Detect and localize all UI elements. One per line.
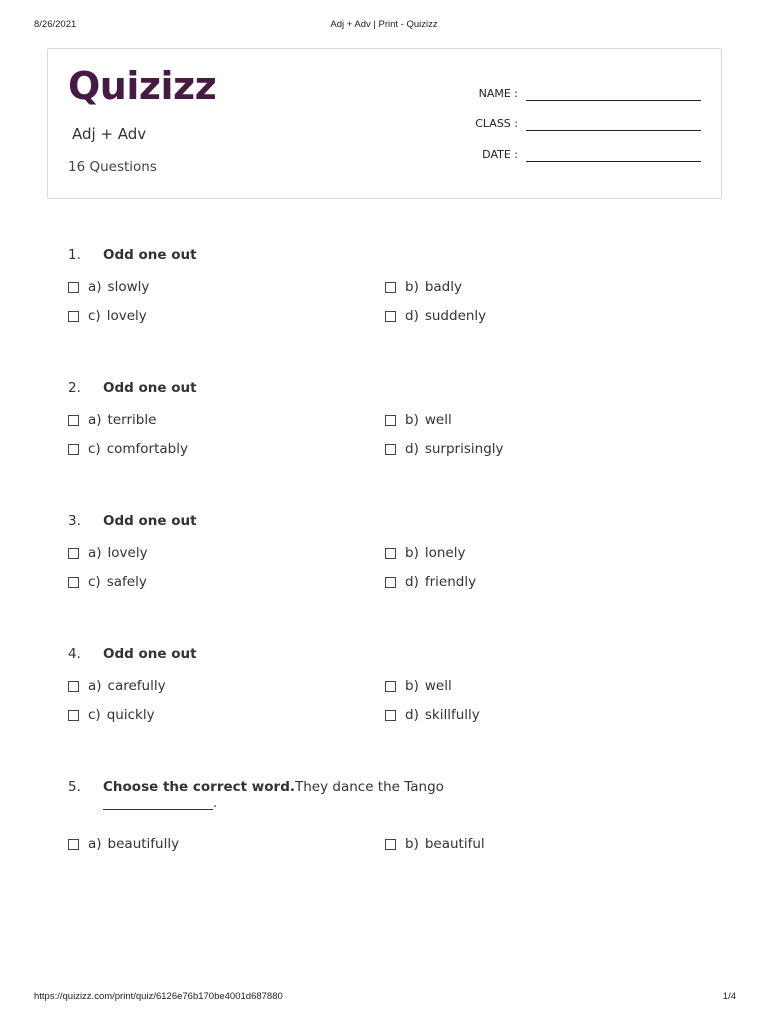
option-letter: a) <box>88 412 102 428</box>
option-text: slowly <box>107 279 150 295</box>
checkbox[interactable] <box>385 415 396 426</box>
option-text: carefully <box>107 678 166 694</box>
option-b[interactable] <box>385 543 465 563</box>
quizizz-logo: Quizizz <box>68 64 217 108</box>
question-2 <box>68 380 708 457</box>
option-letter: b) <box>405 279 419 295</box>
option-letter: d) <box>405 574 419 590</box>
checkbox[interactable] <box>68 415 79 426</box>
option-letter: a) <box>88 545 102 561</box>
checkbox[interactable] <box>385 548 396 559</box>
print-url: https://quizizz.com/print/quiz/6126e76b170be4001d687880 <box>34 991 283 1002</box>
option-a[interactable] <box>68 277 149 297</box>
option-letter: c) <box>88 308 101 324</box>
option-c[interactable] <box>68 572 147 592</box>
option-letter: c) <box>88 441 101 457</box>
question-prompt: Choose the correct word. <box>103 779 295 795</box>
option-b[interactable] <box>385 834 485 854</box>
question-5 <box>68 779 708 852</box>
question-4 <box>68 646 708 723</box>
print-title: Adj + Adv | Print - Quizizz <box>330 19 438 30</box>
quiz-title: Adj + Adv <box>72 125 147 143</box>
question-1 <box>68 247 708 324</box>
option-text: friendly <box>424 574 477 590</box>
date-field <box>482 142 701 162</box>
option-text: quickly <box>106 707 155 723</box>
checkbox[interactable] <box>68 548 79 559</box>
checkbox[interactable] <box>68 311 79 322</box>
page-number: 1/4 <box>722 991 736 1002</box>
option-text: well <box>424 412 452 428</box>
answer-blank <box>103 797 213 810</box>
option-letter: a) <box>88 678 102 694</box>
option-text: surprisingly <box>424 441 504 457</box>
option-text: beautiful <box>424 836 485 852</box>
question-prompt: Odd one out <box>103 646 197 662</box>
option-letter: c) <box>88 707 101 723</box>
option-d[interactable] <box>385 306 486 326</box>
question-sentence: They dance the Tango <box>294 779 444 795</box>
question-prompt: Odd one out <box>103 247 197 263</box>
checkbox[interactable] <box>68 710 79 721</box>
checkbox[interactable] <box>68 839 79 850</box>
checkbox[interactable] <box>68 681 79 692</box>
option-letter: d) <box>405 707 419 723</box>
date-label: DATE : <box>482 148 518 161</box>
question-number: 5. <box>68 779 81 795</box>
option-text: safely <box>106 574 147 590</box>
checkbox[interactable] <box>68 282 79 293</box>
option-text: beautifully <box>107 836 180 852</box>
checkbox[interactable] <box>385 681 396 692</box>
print-header <box>34 19 734 33</box>
option-letter: c) <box>88 574 101 590</box>
option-c[interactable] <box>68 439 188 459</box>
option-a[interactable] <box>68 543 148 563</box>
print-date: 8/26/2021 <box>34 19 77 30</box>
option-c[interactable] <box>68 705 155 725</box>
question-number: 3. <box>68 513 81 529</box>
option-letter: d) <box>405 441 419 457</box>
name-line <box>526 86 701 101</box>
option-a[interactable] <box>68 410 156 430</box>
option-text: comfortably <box>106 441 188 457</box>
option-text: well <box>424 678 452 694</box>
class-line <box>526 116 701 131</box>
checkbox[interactable] <box>68 444 79 455</box>
class-field <box>475 111 701 131</box>
option-letter: a) <box>88 279 102 295</box>
checkbox[interactable] <box>385 577 396 588</box>
quiz-header-card <box>47 48 722 199</box>
option-letter: d) <box>405 308 419 324</box>
date-line <box>526 147 701 162</box>
option-letter: b) <box>405 678 419 694</box>
print-footer <box>34 991 736 1005</box>
question-number: 4. <box>68 646 81 662</box>
option-text: skillfully <box>424 707 480 723</box>
option-b[interactable] <box>385 676 452 696</box>
option-text: suddenly <box>424 308 487 324</box>
option-b[interactable] <box>385 277 462 297</box>
option-letter: a) <box>88 836 102 852</box>
option-a[interactable] <box>68 834 179 854</box>
option-letter: b) <box>405 412 419 428</box>
option-text: lovely <box>106 308 147 324</box>
option-c[interactable] <box>68 306 147 326</box>
option-letter: b) <box>405 545 419 561</box>
option-b[interactable] <box>385 410 452 430</box>
name-label: NAME : <box>478 87 518 100</box>
checkbox[interactable] <box>385 282 396 293</box>
question-prompt: Odd one out <box>103 380 197 396</box>
option-letter: b) <box>405 836 419 852</box>
checkbox[interactable] <box>385 839 396 850</box>
option-text: terrible <box>107 412 157 428</box>
option-text: badly <box>424 279 462 295</box>
question-count: 16 Questions <box>68 159 157 175</box>
checkbox[interactable] <box>385 444 396 455</box>
option-d[interactable] <box>385 439 504 459</box>
name-field <box>479 81 701 101</box>
option-text: lonely <box>424 545 466 561</box>
checkbox[interactable] <box>385 311 396 322</box>
question-number: 2. <box>68 380 81 396</box>
option-d[interactable] <box>385 572 476 592</box>
option-d[interactable] <box>385 705 480 725</box>
blank-period: . <box>213 796 218 811</box>
class-label: CLASS : <box>475 117 518 130</box>
checkbox[interactable] <box>385 710 396 721</box>
checkbox[interactable] <box>68 577 79 588</box>
question-prompt: Odd one out <box>103 513 197 529</box>
option-text: lovely <box>107 545 148 561</box>
question-3 <box>68 513 708 590</box>
question-number: 1. <box>68 247 81 263</box>
option-a[interactable] <box>68 676 166 696</box>
